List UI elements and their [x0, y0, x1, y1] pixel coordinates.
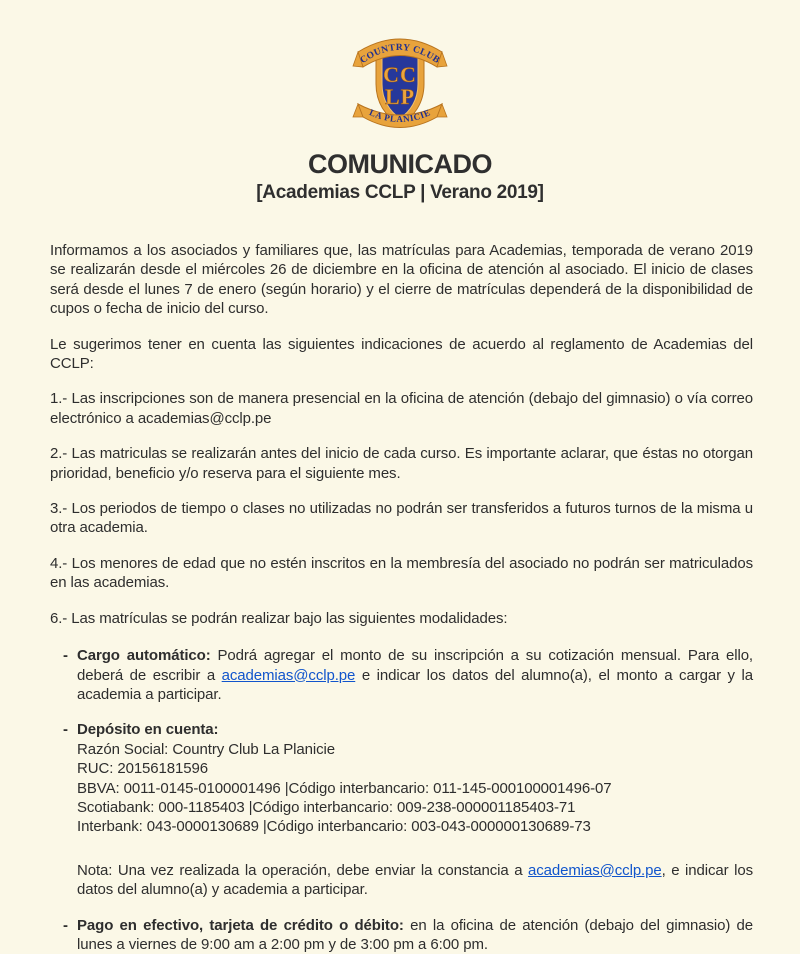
rule-6: 6.- Las matrículas se podrán realizar bajo las siguientes modalidades: — [50, 609, 508, 627]
bullet-dash: - — [63, 916, 68, 934]
page-title: COMUNICADO — [308, 149, 492, 179]
bank-detail-scotiabank: Scotiabank: 000-1185403 |Código interbancario: 009-238-000001185403-71 — [77, 798, 576, 816]
pago-text: en la oficina de atención (debajo del gimnasio) de lunes a viernes de 9:00 am a 2:00 pm y de 3:00 pm a 6:00 pm. — [77, 916, 754, 953]
cargo-text-after: e indicar los datos del alumno(a), el monto a cargar y la academia a participar. — [77, 666, 753, 703]
nota-text-after: , e indicar los datos del alumno(a) y academia a participar. — [77, 861, 753, 899]
cargo-paragraph — [77, 646, 753, 704]
crest-top-ribbon-label: COUNTRY CLUB — [358, 42, 442, 66]
crest-monogram-bottom: LP — [384, 84, 416, 109]
bullet-dash: - — [63, 721, 68, 739]
deposito-label-line — [77, 720, 753, 739]
club-crest-icon — [352, 24, 448, 136]
bank-detail-bbva: BBVA: 0011-0145-0100001496 |Código interbancario: 011-145-000100001496-07 — [77, 779, 612, 797]
nota-text-before: Nota: Una vez realizada la operación, debe enviar la constancia a — [77, 861, 529, 879]
modality-cargo-automatico — [63, 646, 753, 704]
nota-paragraph — [77, 861, 753, 900]
rule-1: 1.- Las inscripciones son de manera presencial en la oficina de atención (debajo del gimnasio) o vía correo electrónico a academias@cclp.pe — [50, 390, 753, 427]
bank-detail-razon-social: Razón Social: Country Club La Planicie — [77, 740, 336, 758]
crest-bottom-ribbon-label: LA PLANICIE — [367, 107, 433, 125]
rule-2: 2.- Las matriculas se realizarán antes del inicio de cada curso. Es importante aclarar, que éstas no otorgan prioridad, beneficio y/o reserva para el siguiente mes. — [50, 445, 753, 482]
rule-4: 4.- Los menores de edad que no estén inscritos en la membresía del asociado no podrán ser matriculados en las academias. — [50, 554, 753, 592]
nota-email-link[interactable]: academias@cclp.pe — [528, 861, 662, 879]
club-logo — [0, 0, 800, 136]
page-subtitle: [Academias CCLP | Verano 2019] — [256, 182, 544, 203]
cargo-email-link[interactable]: academias@cclp.pe — [221, 666, 356, 684]
cargo-text-before: Podrá agregar el monto de su inscripción a su cotización mensual. Para ello, deberá de escribir a — [77, 647, 753, 684]
document-body — [50, 241, 753, 954]
rule-3: 3.- Los periodos de tiempo o clases no utilizadas no podrán ser transferidos a futuros turnos de la misma u otra academia. — [50, 500, 753, 537]
bullet-dash: - — [63, 647, 68, 665]
bank-detail-ruc: RUC: 20156181596 — [77, 760, 208, 778]
intro-paragraph: Informamos a los asociados y familiares que, las matrículas para Academias, temporada de verano 2019 se realizarán desde el miércoles 26 de diciembre en la oficina de atención al asociado. El inicio de clases será desde el lunes 7 de enero (según horario) y el cierre de matrículas dependerá de la disponibilidad de cupos o fecha de inicio del curso. — [50, 242, 753, 318]
pago-paragraph — [77, 916, 753, 954]
pago-label: Pago en efectivo, tarjeta de crédito o débito: — [77, 916, 404, 934]
bank-detail-interbank: Interbank: 043-0000130689 |Código interbancario: 003-043-000000130689-73 — [77, 818, 591, 836]
modality-deposito-en-cuenta — [63, 720, 753, 899]
suggestion-paragraph: Le sugerimos tener en cuenta las siguientes indicaciones de acuerdo al reglamento de Academias del CCLP: — [50, 335, 753, 373]
modality-pago-efectivo — [63, 916, 753, 954]
crest-monogram-top: CC — [383, 62, 417, 87]
cargo-label: Cargo automático: — [77, 647, 211, 665]
deposito-label: Depósito en cuenta: — [77, 721, 219, 739]
